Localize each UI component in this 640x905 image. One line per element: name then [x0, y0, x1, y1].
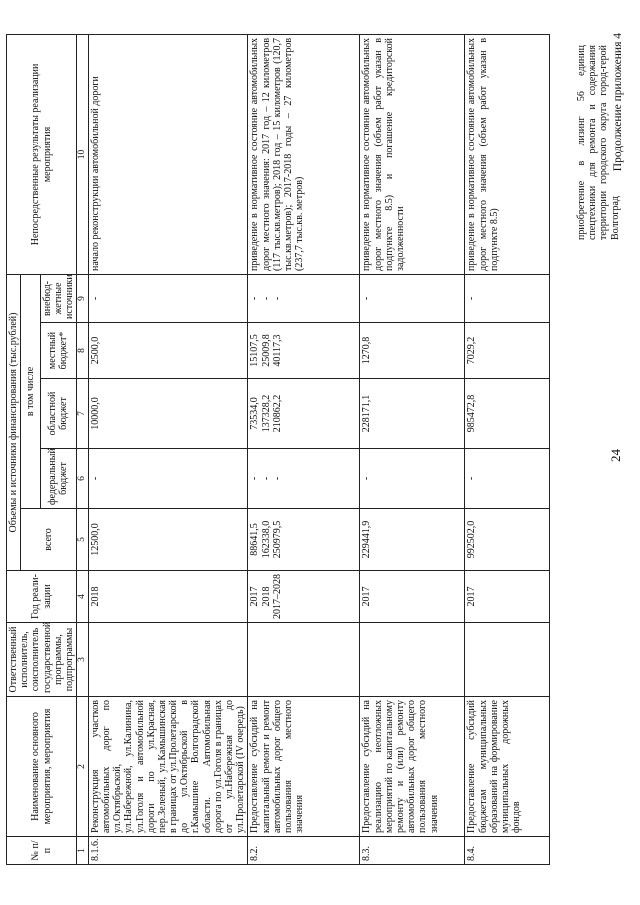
row-name: Предоставление субсидий бюджетам муниципальных образований на формирование муниципальных дорожных фондов	[465, 697, 550, 837]
row-federal: -	[360, 449, 465, 509]
row-local: 15107,5 25009,8 40117,3	[248, 323, 360, 379]
row-number: 8.4.	[465, 837, 550, 865]
header-in-that: в том числе	[21, 274, 40, 508]
row-federal: -	[465, 449, 550, 509]
header-offbudget: внебюд-жетные источники	[40, 274, 77, 322]
table-row	[360, 34, 465, 864]
col-number: 1	[77, 837, 89, 865]
row-executor	[360, 623, 465, 697]
row-number: 8.2.	[248, 837, 360, 865]
col-number: 2	[77, 697, 89, 837]
header-result: Непосредственные результаты реализации мероприятия	[7, 34, 77, 274]
col-number: 10	[77, 34, 89, 274]
row-federal: -	[88, 449, 248, 509]
row-result: приведение в нормативное состояние автомобильных дорог местного значения: 2017 год – 12 километров (117 тыс.кв.метров); 2018 год – 15 километров (120,7 тыс.кв.метров); 2017-2018 годы – 27 километров (237,7 тыс.кв. метров)	[248, 34, 360, 274]
row-regional: 73534,0 137328,2 210862,2	[248, 379, 360, 449]
header-local: местный бюджет*	[40, 323, 77, 379]
row-number: 8.3.	[360, 837, 465, 865]
row-offbudget: -	[465, 274, 550, 322]
row-total: 992502,0	[465, 509, 550, 571]
row-result: приведение в нормативное состояние автомобильных дорог местного значения (объем работ указан в подпункте 8.5) и погашение кредиторской задолженности	[360, 34, 465, 274]
row-local: 1270,8	[360, 323, 465, 379]
row-year: 2018	[88, 571, 248, 623]
col-number: 4	[77, 571, 89, 623]
header-year: Год реали-зации	[7, 571, 77, 623]
col-number: 7	[77, 379, 89, 449]
row-regional: 10000,0	[88, 379, 248, 449]
col-number: 6	[77, 449, 89, 509]
row-executor	[248, 623, 360, 697]
row-local: 2500,0	[88, 323, 248, 379]
col-number: 8	[77, 323, 89, 379]
extra-result-note: приобретение в лизинг 56 единиц спецтехники для ремонта и содержания территории городского округа город-герой Волгоград	[576, 45, 621, 240]
header-total: всего	[21, 509, 77, 571]
row-year: 2017	[465, 571, 550, 623]
header-name: Наименование основного мероприятия, мероприятия	[7, 697, 77, 837]
table-row	[465, 34, 550, 864]
header-finance: Объемы и источники финансирования (тыс.рублей)	[7, 274, 21, 570]
col-number: 9	[77, 274, 89, 322]
continuation-note: Продолжение приложения 4	[612, 33, 624, 172]
header-federal: федеральный бюджет	[40, 449, 77, 509]
row-federal: - - -	[248, 449, 360, 509]
row-executor	[88, 623, 248, 697]
row-total: 229441,9	[360, 509, 465, 571]
row-regional: 228171,1	[360, 379, 465, 449]
page-number: 24	[608, 449, 623, 462]
row-result: начало реконструкции автомобильной дороги	[88, 34, 248, 274]
header-regional: областной бюджет	[40, 379, 77, 449]
row-total: 12500,0	[88, 509, 248, 571]
row-executor	[465, 623, 550, 697]
row-name: Предоставление субсидий на капитальный ремонт и ремонт автомобильных дорог общего пользования местного значения	[248, 697, 360, 837]
row-regional: 985472,8	[465, 379, 550, 449]
row-offbudget: -	[360, 274, 465, 322]
row-year: 2017 2018 2017–2028	[248, 571, 360, 623]
col-number: 3	[77, 623, 89, 697]
table-row	[88, 34, 248, 864]
row-result: приведение в нормативное состояние автомобильных дорог местного значения (объем работ указан в подпункте 8.5)	[465, 34, 550, 274]
row-name: Предоставление субсидий на реализацию неотложных мероприятий по капитальному ремонту и (или) ремонту автомобильных дорог общего пользования местного значения	[360, 697, 465, 837]
row-name: Реконструкция участков автомобильных дорог по ул.Октябрьской, ул.Набережной, ул.Калинина, ул.Гоголя и автомобильной дороги по ул.Красная, пер.Зеленый, ул.Камышинская в границах от ул.Пролетарской до ул.Октябрьской в г.Камышине Волгоградской области. Автомобильная дорога по ул.Гоголя в границах от ул.Набережная до ул.Пролетарской (IV очередь)	[88, 697, 248, 837]
header-num: № п/п	[7, 837, 77, 865]
row-offbudget: -	[88, 274, 248, 322]
row-offbudget: - - -	[248, 274, 360, 322]
row-total: 88641,5 162338,0 250979,5	[248, 509, 360, 571]
header-executor: Ответственный исполнитель, соисполнитель государственной программы, подпрограммы	[7, 623, 77, 697]
row-local: 7029,2	[465, 323, 550, 379]
table-row	[248, 34, 360, 864]
row-number: 8.1.6.	[88, 837, 248, 865]
col-number: 5	[77, 509, 89, 571]
row-year: 2017	[360, 571, 465, 623]
program-table	[6, 34, 550, 865]
